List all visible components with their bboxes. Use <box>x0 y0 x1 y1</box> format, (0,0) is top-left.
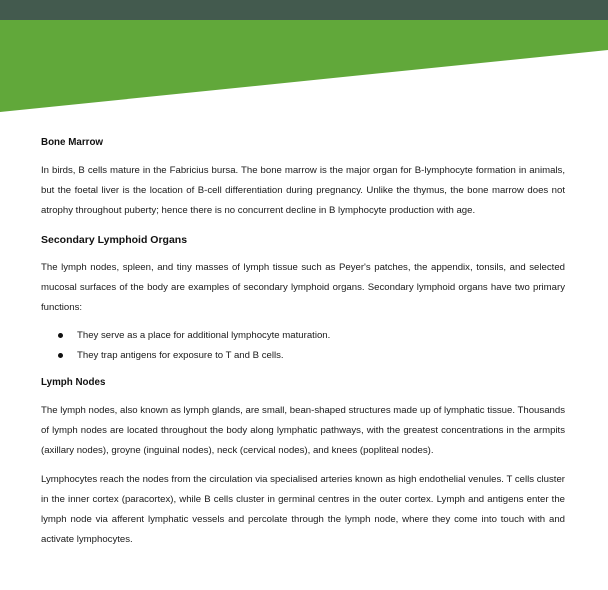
paragraph-lymph-nodes-2: Lymphocytes reach the nodes from the circulation via specialised arteries known as high endothelial venules. T cells cluster in the inner cortex (paracortex), while B cells cluster in germinal centres in the outer cortex. Lymph and antigens enter the lymph node via afferent lymphatic vessels and percolate through the lymph node, where they come into touch with and activate lymphocytes. <box>41 474 565 545</box>
bullet-icon <box>58 353 63 358</box>
heading-secondary-lymphoid-organs: Secondary Lymphoid Organs <box>41 234 188 246</box>
functions-list <box>41 326 565 366</box>
bullet-icon <box>58 333 63 338</box>
paragraph-bone-marrow: In birds, B cells mature in the Fabricius bursa. The bone marrow is the major organ for B-lymphocyte formation in animals, but the foetal liver is the location of B-cell differentiation during pregnancy. Unlike the thymus, the bone marrow does not atrophy throughout puberty; hence there is no concurrent decline in B lymphocyte production with age. <box>41 165 565 216</box>
paragraph-lymph-nodes-1: The lymph nodes, also known as lymph glands, are small, bean-shaped structures made up of lymphatic tissue. Thousands of lymph nodes are located throughout the body along lymphatic pathways, with the greatest concentrations in the armpits (axillary nodes), groyne (inguinal nodes), neck (cervical nodes), and knees (popliteal nodes). <box>41 405 565 456</box>
list-item <box>41 346 565 366</box>
paragraph-secondary-lymphoid-organs: The lymph nodes, spleen, and tiny masses of lymph tissue such as Peyer's patches, the appendix, tonsils, and selected mucosal surfaces of the body are examples of secondary lymphoid organs. Secondary lymphoid organs have two primary functions: <box>41 262 565 313</box>
header-banner <box>0 0 608 120</box>
banner-dark-strip <box>0 0 608 20</box>
list-item <box>41 326 565 346</box>
list-item-text: They trap antigens for exposure to T and B cells. <box>77 350 284 361</box>
heading-lymph-nodes: Lymph Nodes <box>41 377 106 388</box>
list-item-text: They serve as a place for additional lymphocyte maturation. <box>77 330 331 341</box>
document-body <box>41 134 565 550</box>
heading-bone-marrow: Bone Marrow <box>41 137 104 148</box>
